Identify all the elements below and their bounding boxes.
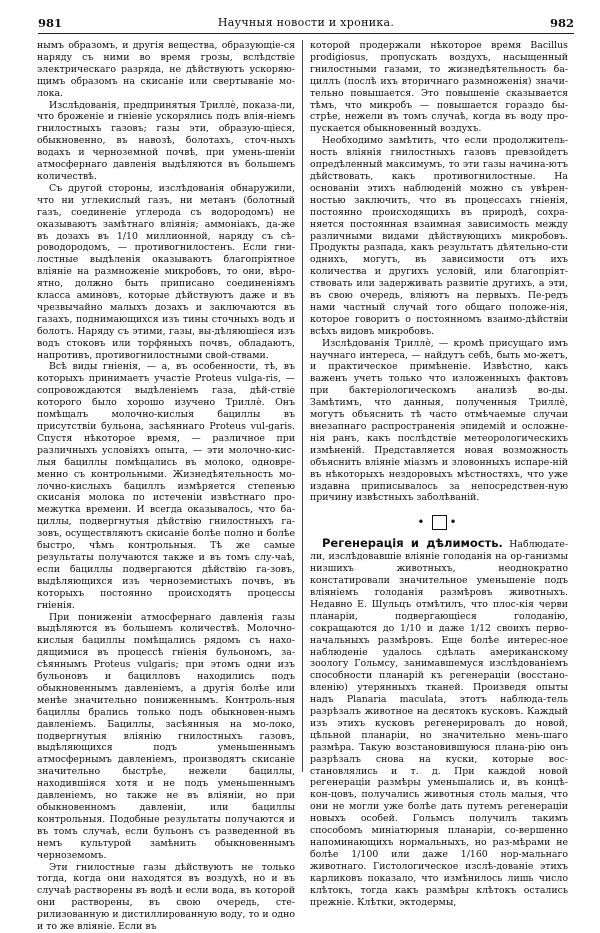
right-column xyxy=(310,40,569,908)
paragraph xyxy=(310,135,568,337)
paragraph-text: Эти гнилостные газы дѣйствуютъ не только тогда, когда они находятся въ воздухѣ, но и въ случаѣ растворены въ водѣ и если вода, въ которой они растворены, въ свою очередь, сте-рилизованную и дистиллированную воду, то и одно и то же вліяніе. Если въ xyxy=(37,861,295,933)
paragraph-continued xyxy=(37,40,295,100)
page-number-left: 981 xyxy=(38,16,63,30)
column-divider xyxy=(302,40,303,772)
paragraph xyxy=(310,538,568,908)
header-rule xyxy=(38,33,574,34)
paragraph-text: Необходимо замѣтить, что если продолжитель-ность вліянія гнилостныхъ газовъ превзойдетъ опредѣленный максимумъ, то эти газы начина-ютъ дѣйствовать, какъ противогнилостные. На основаніи этихъ наблюденій можно съ увѣрен-ностью заключить, что въ процессахъ гніенія, постоянно происходящихъ въ природѣ, сохра-няется постоянная взаимная зависимость между различными видами дѣйствующихъ микробовъ. Продукты разпада, какъ результатъ дѣятельно-сти однихъ, могутъ, въ зависимости отъ ихъ количества и другихъ условій, или благопріят-ствовать или задерживать развитіе другихъ, а эти, въ свою очередь, вліяютъ на первыхъ. Пе-редъ нами частный случай того общаго положе-нія, которое говоритъ о постоянномъ взаимо-дѣйствіи всѣхъ видовъ микробовъ. xyxy=(310,135,568,337)
separator-box-icon xyxy=(432,515,447,530)
paragraph xyxy=(310,338,568,505)
paragraph xyxy=(37,183,295,362)
paragraph xyxy=(37,862,295,933)
paragraph-text: Съ другой стороны, изслѣдованія обнаружили, что ни углекислый газъ, ни метанъ (болотный газъ, соединеніе углерода съ водородомъ) не оказываютъ замѣтнаго вліянія; аммоніакъ, да-же въ дозахъ въ 1/10 миллионной, наряду съ сѣ-роводородомъ, — противогнилостенъ. Если гни-лостные выдѣленія оказываютъ благопріятное вліяніе на размноженіе микробовъ, то они, вѣро-ятно, должно быть приписано соединеніямъ класса аминовъ, которые дѣйствуютъ даже и въ чрезвычайно малыхъ дозахъ и заключаются въ газахъ, поднимающихся изъ тины сточныхъ водъ и болотъ. Наряду съ этими, газы, вы-дѣляющіеся изъ водъ стоковъ или торфяныхъ почвъ, обладаютъ, напротивъ, противогнилостными свой-ствами. xyxy=(37,182,295,361)
paragraph-continued xyxy=(310,40,568,135)
separator-dot-icon: • xyxy=(449,515,461,530)
paragraph xyxy=(37,100,295,183)
paragraph xyxy=(37,361,295,611)
left-column xyxy=(37,40,295,933)
separator-dot-icon: • xyxy=(417,515,429,530)
running-title: Научныя новости и хроника. xyxy=(217,16,395,29)
paragraph-text: Наблюдате-ли, изслѣдовавшіе вліяніе голоданія на ор-ганизмы низшихъ животныхъ, неоднократно констатировали значительное уменьшеніе подъ вліяніемъ голоданія размѣровъ животныхъ. Недавно Е. Шульцъ отмѣтилъ, что плос-кія черви планаріи, подвергающіеся голоданію, сокращаются до 1/10 и даже 1/12 своихъ перво-начальныхъ размѣровъ. Еще болѣе интерес-ное наблюденіе удалось сдѣлать американскому зоологу Гольмсу, занимавшемуся изслѣдованіемъ способности планарій къ регенераціи (восстано-вленію) утерянныхъ тканей. Произведя опыты надъ Planaria maculata, этотъ наблюда-тель разрѣзалъ животное на десятокъ кусковъ. Каждый изъ этихъ кусковъ регенерировалъ до новой, цѣльной планаріи, но значительно мень-шаго размѣра. Такую возстановившуюся плана-рію онъ разрѣзалъ снова на куски, которые вос-становлялись и т. д. При каждой новой регенераціи размѣры уменьшались и, въ концѣ-кон-цовъ, получались животныя столь малыя, что они не могли уже болѣе дать путемъ регенераціи новыхъ особей. Гольмсъ получилъ такимъ способомъ миніатюрныя планаріи, со-вершенно напоминающихъ нормальныхъ, но раз-мѣрами не болѣе 1/100 или даже 1/160 нор-мальнаго животнаго. Гистологическое изслѣ-дованіе этихъ карликовъ показало, что измѣнилось лишь число клѣтокъ, тогда какъ размѣры клѣтокъ остались прежніе. Клѣтки, эктодермы, xyxy=(310,539,569,908)
article-title: Регенерація и дѣлимость. xyxy=(322,536,503,551)
running-header xyxy=(38,14,574,34)
section-separator xyxy=(310,512,568,532)
paragraph-text: При пониженіи атмосфернаго давленія газы выдѣляются въ большемъ количествѣ. Молочно-кислыя бациллы помѣщались рядомъ съ нахо-дящимися въ процессѣ гніенія бульономъ, за-сѣяннымъ Proteus vulgaris; при этомъ одни изъ бульоновъ и бацилловъ находились подъ обыкновеннымъ давленіемъ, а другія болѣе или менѣе значительно пониженнымъ. Контроль-ныя бациллы брались только подъ обыкновен-нымъ давленіемъ. Бациллы, засѣянныя на мо-локо, подвергнутыя вліянію гнилостныхъ газовъ, выдѣляющихся подъ уменьшеннымъ атмосфернымъ давленіемъ, производятъ скисаніе значительно быстрѣе, нежели бациллы, находившіяся хотя и не подъ уменьшеннымъ давленіемъ, но также не въ вліяніи, но при обыкновенномъ давленіи, или бациллы контрольныя. Подобные результаты получаются и въ томъ случаѣ, если бульонъ съ разведенной въ немъ культурой замѣнить обыкновеннымъ черноземомъ. xyxy=(37,611,295,861)
paragraph-text: Изслѣдованія, предпринятыя Триллѐ, показа-ли, что броженіе и гніеніе ускорялись подъ влія-ніемъ гнилостныхъ газовъ; газы эти, образую-щіеся, обыкновенно, въ навозѣ, болотахъ, сточ-ныхъ водахъ и черноземной почвѣ, при умень-шеніи атмосфернаго давленія выдѣляются въ большемъ количествѣ. xyxy=(37,99,295,182)
page-number-right: 982 xyxy=(549,16,574,30)
paragraph-text: Всѣ виды гніенія, — а, въ особенности, тѣ, въ которыхъ принимаетъ участіе Proteus vulga-ris, — сопровождаются выдѣленіемъ газа, дѣй-ствіе которого было хорошо изучено Триллѐ. Онъ помѣщалъ молочно-кислыя бациллы въ присутствіи бульона, засѣяннаго Proteus vul-garis. Спустя нѣкоторое время, — различное при различныхъ условіяхъ опыта, — эти молочно-кис-лыя бациллы помѣщались въ молоко, одновре-менно съ контрольными. Жизнедѣятельность мо-лочно-кислыхъ бациллъ измѣряется степенью скисанія молока по истеченіи извѣстнаго про-межутка времени. И всегда оказывалось, что ба-циллы, подвергнутыя дѣйствію гнилостныхъ га-зовъ, осуществляютъ скисаніе болѣе полно и болѣе быстро, чѣмъ контрольныя. Тѣ же самые результаты получаются также и въ томъ слу-чаѣ, если бациллы подвергаются дѣйствію га-зовъ, выдѣляющихся изъ черноземистыхъ почвъ, въ которыхъ постоянно происходятъ процессы гніенія. xyxy=(37,361,295,611)
paragraph xyxy=(37,612,295,862)
paragraph-text: нымъ образомъ, и другія вещества, образующіе-ся наряду съ ними во время грозы, вслѣдствіе электрическаго разряда, не дѣйствуютъ ускоряю-щимъ образомъ на скисаніе или свертываніе мо-лока. xyxy=(37,40,295,99)
paragraph-text: Изслѣдованія Триллѐ, — кромѣ присущаго имъ научнаго интереса, — найдутъ себѣ, быть мо-жетъ, и практическое примѣненіе. Извѣстно, какъ важенъ учетъ только что изложенныхъ фактовъ при бактеріологическомъ анализѣ во-ды. Замѣтимъ, что данныя, полученныя Триллѐ, могутъ объяснить тѣ часто отмѣчаемые случаи внезапнаго распространенія эпидемій и осложне-нія ранъ, какъ послѣдствіе метеорологическихъ измѣненій. Представляется новая возможность объяснить вліяніе міазмъ и зловонныхъ испаре-ній въ нѣкоторыхъ нездоровыхъ мѣстностяхъ, что уже издавна приписывалось за непосредствен-ную причину извѣстныхъ заболѣваній. xyxy=(310,337,568,504)
paragraph-text: которой продержали нѣкоторое время Bacillus prodigiosus, пропускать воздухъ, насыщенный гнилостными газами, то жизнедѣятельность ба-циллъ (послѣ ихъ вторичнаго размноженія) значи-тельно повышается. Это повышеніе сказывается тѣмъ, что микробъ — повышается гораздо бы-стрѣе, нежели въ томъ случаѣ, когда въ воду про-пускается обыкновенный воздухъ. xyxy=(310,40,568,135)
